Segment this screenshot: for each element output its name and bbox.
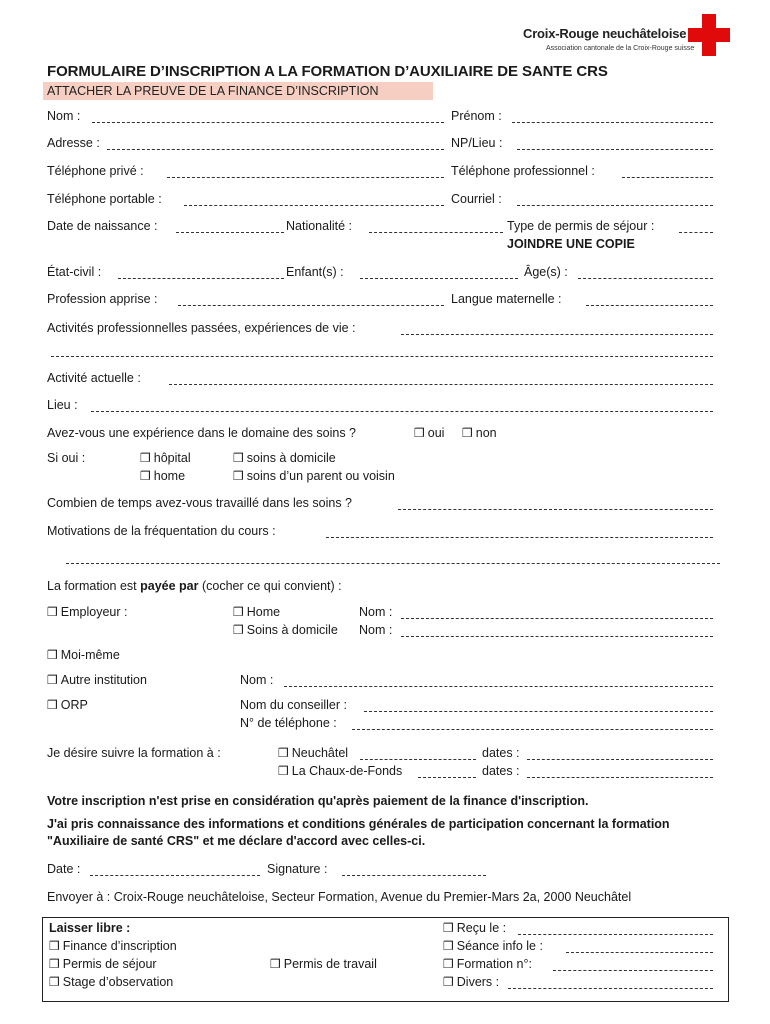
chaux-dates-field[interactable] <box>527 777 713 778</box>
autre-institution-option[interactable]: ❒ Autre institution <box>47 673 147 687</box>
checkbox-icon[interactable]: ❒ <box>462 426 473 440</box>
motivations-field[interactable] <box>326 537 713 538</box>
office-seance-label[interactable]: ❒ Séance info le : <box>443 939 543 953</box>
form-title: FORMULAIRE D’INSCRIPTION A LA FORMATION D’AUXILIAIRE DE SANTE CRS <box>47 63 608 80</box>
activite-actuelle-field[interactable] <box>169 384 713 385</box>
telephone-conseiller-field[interactable] <box>352 729 713 730</box>
adresse-field[interactable] <box>107 149 444 150</box>
activite-actuelle-label: Activité actuelle : <box>47 371 141 385</box>
checkbox-icon[interactable]: ❒ <box>278 764 289 778</box>
office-formation-label[interactable]: ❒ Formation n°: <box>443 957 532 971</box>
activites-passees-label: Activités professionnelles passées, expériences de vie : <box>47 321 356 335</box>
orp-option[interactable]: ❒ ORP <box>47 698 88 712</box>
permis-field[interactable] <box>679 232 713 233</box>
soins-parent-option[interactable]: ❒ soins d’un parent ou voisin <box>233 469 395 483</box>
activites-passees-field-2[interactable] <box>51 356 713 357</box>
combien-label: Combien de temps avez-vous travaillé dans les soins ? <box>47 496 353 510</box>
office-recu-label[interactable]: ❒ Reçu le : <box>443 921 507 935</box>
checkbox-icon[interactable]: ❒ <box>278 746 289 760</box>
office-stage-option[interactable]: ❒ Stage d’observation <box>49 975 174 989</box>
employeur-home-nom-label: Nom : <box>359 605 393 619</box>
hopital-option[interactable]: ❒ hôpital <box>140 451 191 465</box>
chaux-option[interactable]: ❒ La Chaux-de-Fonds <box>278 764 403 778</box>
checkbox-icon[interactable]: ❒ <box>140 451 151 465</box>
date-field[interactable] <box>90 875 260 876</box>
checkbox-icon[interactable]: ❒ <box>270 957 281 971</box>
enfants-field[interactable] <box>360 278 518 279</box>
signature-label: Signature : <box>267 862 328 876</box>
checkbox-icon[interactable]: ❒ <box>47 673 58 687</box>
nom-field[interactable] <box>92 122 444 123</box>
telephone-conseiller-label: N° de téléphone : <box>240 716 337 730</box>
chaux-dates-label: dates : <box>482 764 520 778</box>
lieu-formation-label: Je désire suivre la formation à : <box>47 746 221 760</box>
joindre-copie-note: JOINDRE UNE COPIE <box>507 237 635 251</box>
checkbox-icon[interactable]: ❒ <box>233 451 244 465</box>
conseiller-field[interactable] <box>364 711 713 712</box>
enfants-label: Enfant(s) : <box>286 265 344 279</box>
checkbox-icon[interactable]: ❒ <box>233 605 244 619</box>
etat-civil-field[interactable] <box>118 278 284 279</box>
envoi-address: Envoyer à : Croix-Rouge neuchâteloise, Secteur Formation, Avenue du Premier-Mars 2a, 2000 Neuchâtel <box>47 890 632 904</box>
chaux-field[interactable] <box>418 777 476 778</box>
checkbox-icon[interactable]: ❒ <box>414 426 425 440</box>
adresse-label: Adresse : <box>47 136 100 150</box>
office-formation-field[interactable] <box>553 970 713 971</box>
office-divers-field[interactable] <box>508 988 713 989</box>
office-recu-field[interactable] <box>518 934 713 935</box>
checkbox-icon[interactable]: ❒ <box>233 469 244 483</box>
combien-field[interactable] <box>398 509 713 510</box>
employeur-soins-nom-field[interactable] <box>401 636 713 637</box>
neuchatel-option[interactable]: ❒ Neuchâtel <box>278 746 349 760</box>
si-oui-label: Si oui : <box>47 451 86 465</box>
motivations-field-2[interactable] <box>66 563 720 564</box>
checkbox-icon[interactable]: ❒ <box>443 975 454 989</box>
note-conditions-1: J'ai pris connaissance des informations et conditions générales de participation concernant la formation <box>47 817 670 831</box>
checkbox-icon[interactable]: ❒ <box>443 921 454 935</box>
etat-civil-label: État-civil : <box>47 265 102 279</box>
tel-prive-field[interactable] <box>167 177 444 178</box>
checkbox-icon[interactable]: ❒ <box>47 698 58 712</box>
employeur-option[interactable]: ❒ Employeur : <box>47 605 128 619</box>
conseiller-label: Nom du conseiller : <box>240 698 347 712</box>
np-lieu-field[interactable] <box>517 149 713 150</box>
employeur-soins-nom-label: Nom : <box>359 623 393 637</box>
office-permis-sejour-option[interactable]: ❒ Permis de séjour <box>49 957 157 971</box>
naissance-field[interactable] <box>176 232 284 233</box>
logo-title: Croix-Rouge neuchâteloise <box>523 26 687 41</box>
neuchatel-dates-label: dates : <box>482 746 520 760</box>
date-label: Date : <box>47 862 81 876</box>
checkbox-icon[interactable]: ❒ <box>49 939 60 953</box>
checkbox-icon[interactable]: ❒ <box>47 648 58 662</box>
profession-label: Profession apprise : <box>47 292 158 306</box>
office-permis-travail-option[interactable]: ❒ Permis de travail <box>270 957 377 971</box>
signature-field[interactable] <box>342 875 486 876</box>
profession-field[interactable] <box>178 305 444 306</box>
soins-domicile-option[interactable]: ❒ soins à domicile <box>233 451 336 465</box>
tel-portable-label: Téléphone portable : <box>47 192 162 206</box>
home-option[interactable]: ❒ home <box>140 469 186 483</box>
lieu-field[interactable] <box>91 411 713 412</box>
prenom-field[interactable] <box>512 122 713 123</box>
langue-label: Langue maternelle : <box>451 292 562 306</box>
courriel-field[interactable] <box>517 205 713 206</box>
age-field[interactable] <box>578 278 713 279</box>
courriel-label: Courriel : <box>451 192 502 206</box>
prenom-label: Prénom : <box>451 109 502 123</box>
office-seance-field[interactable] <box>566 952 713 953</box>
langue-field[interactable] <box>586 305 713 306</box>
checkbox-icon[interactable]: ❒ <box>233 623 244 637</box>
employeur-soins-option[interactable]: ❒ Soins à domicile <box>233 623 338 637</box>
note-conditions-2: "Auxiliaire de santé CRS" et me déclare d'accord avec celles-ci. <box>47 834 426 848</box>
age-label: Âge(s) : <box>524 265 568 279</box>
finance-banner: ATTACHER LA PREUVE DE LA FINANCE D’INSCRIPTION <box>43 82 433 100</box>
activites-passees-field[interactable] <box>401 334 713 335</box>
neuchatel-dates-field[interactable] <box>527 759 713 760</box>
office-finance-option[interactable]: ❒ Finance d’inscription <box>49 939 177 953</box>
nom-label: Nom : <box>47 109 81 123</box>
note-paiement: Votre inscription n'est prise en considération qu'après paiement de la finance d'inscription. <box>47 794 589 808</box>
office-divers-label[interactable]: ❒ Divers : <box>443 975 500 989</box>
tel-pro-label: Téléphone professionnel : <box>451 164 595 178</box>
tel-pro-field[interactable] <box>622 177 713 178</box>
employeur-home-nom-field[interactable] <box>401 618 713 619</box>
tel-prive-label: Téléphone privé : <box>47 164 144 178</box>
non-option[interactable]: ❒ non <box>462 426 497 440</box>
checkbox-icon[interactable]: ❒ <box>49 975 60 989</box>
neuchatel-field[interactable] <box>360 759 476 760</box>
employeur-home-option[interactable]: ❒ Home <box>233 605 281 619</box>
checkbox-icon[interactable]: ❒ <box>140 469 151 483</box>
payment-intro: La formation est payée par (cocher ce qui convient) : <box>47 579 342 593</box>
np-lieu-label: NP/Lieu : <box>451 136 503 150</box>
permis-label: Type de permis de séjour : <box>507 219 655 233</box>
autre-nom-label: Nom : <box>240 673 274 687</box>
moi-meme-option[interactable]: ❒ Moi-même <box>47 648 120 662</box>
autre-nom-field[interactable] <box>284 686 713 687</box>
office-title: Laisser libre : <box>49 921 131 935</box>
motivations-label: Motivations de la fréquentation du cours : <box>47 524 276 538</box>
oui-option[interactable]: ❒ oui <box>414 426 445 440</box>
logo-subtitle: Association cantonale de la Croix-Rouge suisse <box>546 45 695 52</box>
tel-portable-field[interactable] <box>184 205 444 206</box>
checkbox-icon[interactable]: ❒ <box>443 957 454 971</box>
checkbox-icon[interactable]: ❒ <box>443 939 454 953</box>
nationalite-label: Nationalité : <box>286 219 353 233</box>
lieu-label: Lieu : <box>47 398 78 412</box>
experience-question: Avez-vous une expérience dans le domaine des soins ? <box>47 426 356 440</box>
checkbox-icon[interactable]: ❒ <box>49 957 60 971</box>
checkbox-icon[interactable]: ❒ <box>47 605 58 619</box>
naissance-label: Date de naissance : <box>47 219 158 233</box>
nationalite-field[interactable] <box>369 232 503 233</box>
